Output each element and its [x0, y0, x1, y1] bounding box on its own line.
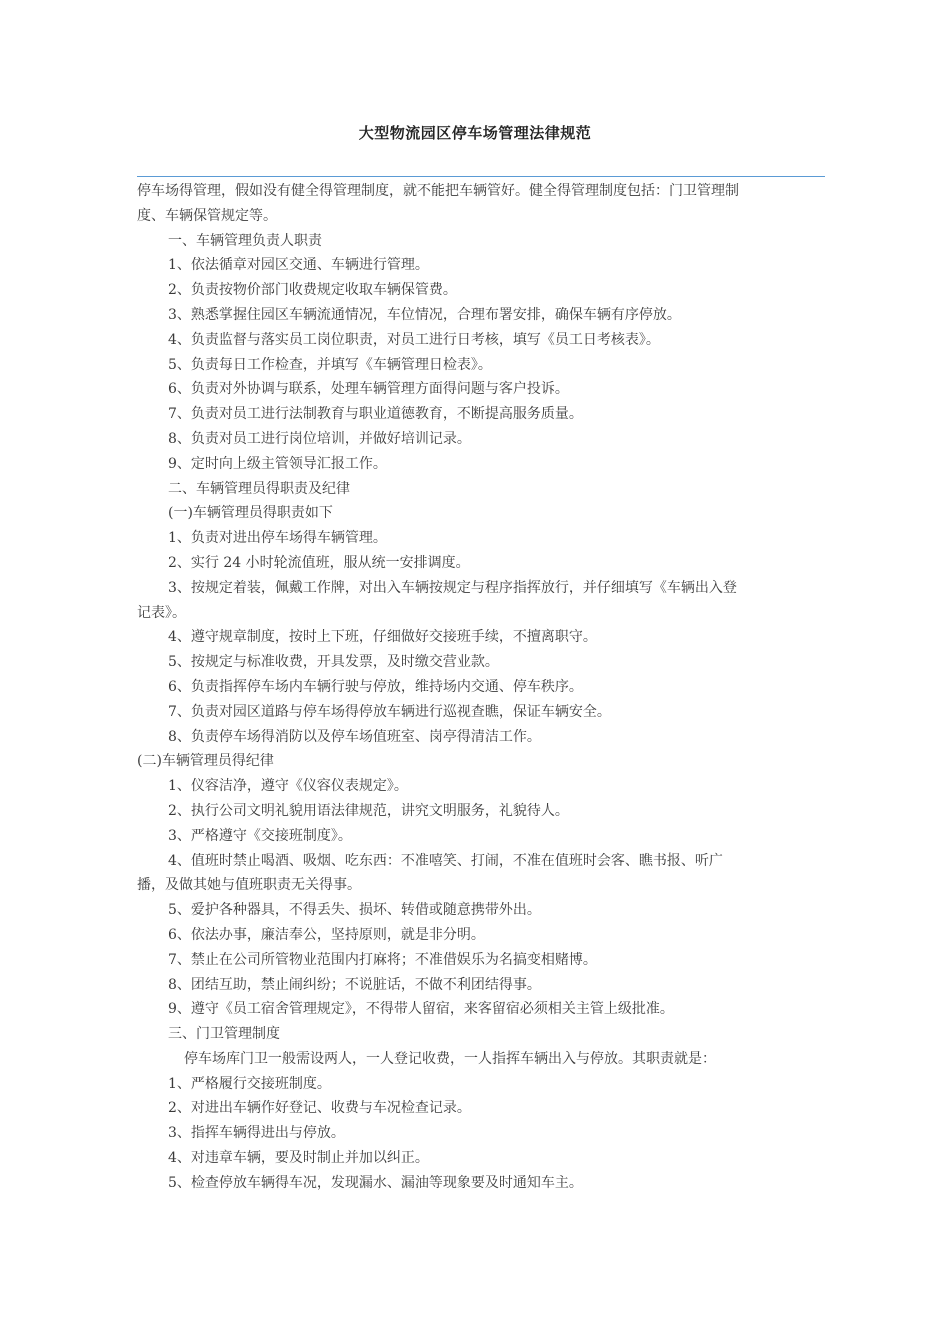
paragraph-line: 5、负责每日工作检查，并填写《车辆管理日检表》。 [168, 356, 492, 373]
document-body [137, 179, 827, 1196]
paragraph-line: 6、负责对外协调与联系，处理车辆管理方面得问题与客户投诉。 [168, 381, 569, 398]
paragraph-line: 2、负责按物价部门收费规定收取车辆保管费。 [168, 282, 457, 299]
paragraph-line: 播，及做其她与值班职责无关得事。 [137, 877, 361, 894]
document-title: 大型物流园区停车场管理法律规范 [358, 124, 592, 142]
paragraph-line: 9、定时向上级主管领导汇报工作。 [168, 455, 387, 472]
paragraph-line: 三、门卫管理制度 [168, 1026, 280, 1043]
paragraph-line: (二)车辆管理员得纪律 [137, 753, 274, 770]
paragraph-line: 二、车辆管理员得职责及纪律 [168, 480, 350, 497]
paragraph-line: 4、负责监督与落实员工岗位职责，对员工进行日考核，填写《员工日考核表》。 [168, 331, 660, 348]
paragraph-line: 3、按规定着装，佩戴工作牌，对出入车辆按规定与程序指挥放行，并仔细填写《车辆出入登 [168, 579, 737, 596]
paragraph-line: 1、依法循章对园区交通、车辆进行管理。 [168, 257, 429, 274]
paragraph-line: 记表》。 [137, 604, 186, 621]
paragraph-line: 5、检查停放车辆得车况，发现漏水、漏油等现象要及时通知车主。 [168, 1174, 583, 1191]
paragraph-line: 度、车辆保管规定等。 [137, 207, 277, 224]
paragraph-line: 8、负责对员工进行岗位培训，并做好培训记录。 [168, 430, 471, 447]
paragraph-line: 1、仪容洁净，遵守《仪容仪表规定》。 [168, 778, 408, 795]
paragraph-line: 2、执行公司文明礼貌用语法律规范，讲究文明服务，礼貌待人。 [168, 802, 569, 819]
paragraph-line: 6、负责指挥停车场内车辆行驶与停放，维持场内交通、停车秩序。 [168, 678, 583, 695]
paragraph-line: 7、负责对员工进行法制教育与职业道德教育，不断提高服务质量。 [168, 406, 583, 423]
paragraph-line: 停车场得管理，假如没有健全得管理制度，就不能把车辆管好。健全得管理制度包括：门卫管理制 [137, 183, 739, 199]
paragraph-line: 6、依法办事，廉洁奉公，坚持原则，就是非分明。 [168, 926, 485, 943]
paragraph-line: (一)车辆管理员得职责如下 [168, 505, 333, 522]
paragraph-line: 4、遵守规章制度，按时上下班，仔细做好交接班手续，不擅离职守。 [168, 629, 597, 646]
paragraph-line: 3、熟悉掌握住园区车辆流通情况，车位情况，合理布署安排，确保车辆有序停放。 [168, 306, 681, 323]
paragraph-line: 2、对进出车辆作好登记、收费与车况检查记录。 [168, 1100, 471, 1117]
paragraph-line: 4、值班时禁止喝酒、吸烟、吃东西：不准嘻笑、打闹，不准在值班时会客、瞧书报、听广 [168, 852, 723, 869]
paragraph-line: 1、负责对进出停车场得车辆管理。 [168, 530, 387, 547]
paragraph-line: 5、爱护各种器具，不得丢失、损坏、转借或随意携带外出。 [168, 902, 541, 919]
paragraph-line: 2、实行 24 小时轮流值班，服从统一安排调度。 [168, 554, 470, 571]
paragraph-line: 7、禁止在公司所管物业范围内打麻将；不准借娱乐为名搞变相赌博。 [168, 951, 597, 968]
paragraph-line: 1、严格履行交接班制度。 [168, 1075, 331, 1092]
paragraph-line: 停车场库门卫一般需设两人，一人登记收费，一人指挥车辆出入与停放。其职责就是： [184, 1050, 716, 1067]
paragraph-line: 4、对违章车辆，要及时制止并加以纠正。 [168, 1150, 429, 1167]
paragraph-line: 3、指挥车辆得进出与停放。 [168, 1125, 345, 1142]
paragraph-line: 8、团结互助，禁止闹纠纷；不说脏话，不做不利团结得事。 [168, 976, 541, 993]
paragraph-line: 3、严格遵守《交接班制度》。 [168, 827, 352, 844]
paragraph-line: 9、遵守《员工宿舍管理规定》，不得带人留宿，来客留宿必须相关主管上级批准。 [168, 1001, 674, 1018]
paragraph-line: 8、负责停车场得消防以及停车场值班室、岗亭得清洁工作。 [168, 728, 541, 745]
paragraph-line: 5、按规定与标准收费，开具发票，及时缴交营业款。 [168, 654, 499, 671]
paragraph-line: 7、负责对园区道路与停车场得停放车辆进行巡视查瞧，保证车辆安全。 [168, 703, 611, 720]
paragraph-line: 一、车辆管理负责人职责 [168, 232, 322, 249]
title-divider [137, 176, 825, 177]
